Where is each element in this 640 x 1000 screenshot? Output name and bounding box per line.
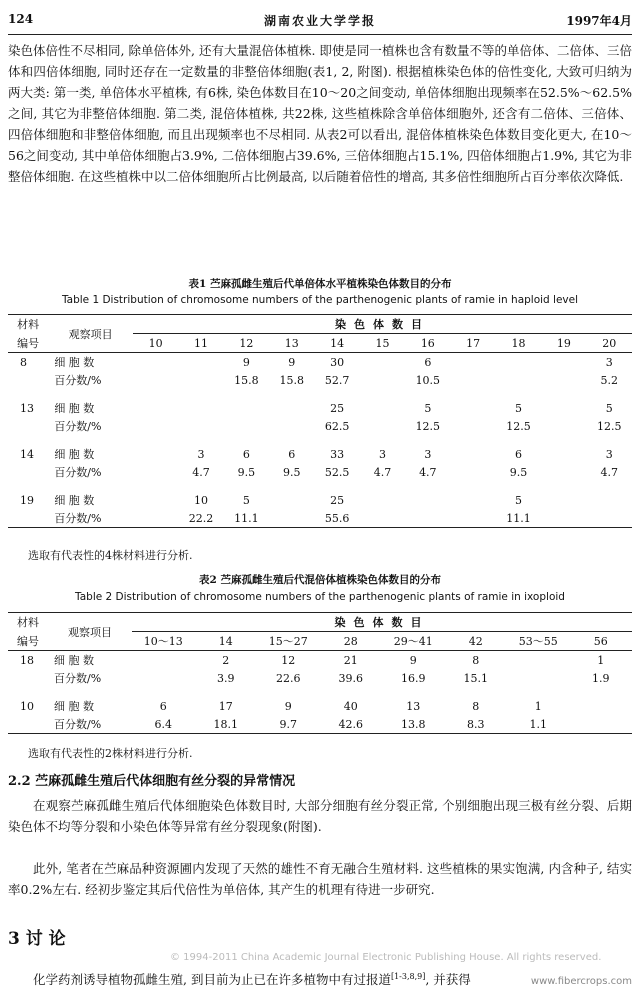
table-cell [496, 371, 541, 389]
table-cell: 6 [424, 355, 432, 369]
table-cell [133, 491, 178, 509]
table2-column-header: 15～27 [257, 632, 320, 651]
table1-note: 选取有代表性的4株材料进行分析. [28, 549, 193, 562]
table1-column-header: 12 [224, 334, 269, 353]
running-header [8, 10, 632, 32]
table-cell [570, 697, 633, 715]
table-cell [269, 509, 314, 528]
table-cell: 16.9 [401, 671, 426, 685]
table-cell [133, 399, 178, 417]
table-row-gap [8, 389, 632, 399]
table-cell: 6 [288, 447, 296, 461]
row-label: 百分数/% [48, 715, 132, 734]
table-cell [541, 463, 586, 481]
table-cell [269, 417, 314, 435]
table1 [8, 314, 632, 528]
table-cell [496, 353, 541, 372]
table-cell: 1.9 [592, 671, 610, 685]
table1-column-header: 10 [133, 334, 178, 353]
table-cell [360, 371, 405, 389]
table2-note: 选取有代表性的2株材料进行分析. [28, 747, 193, 760]
table-row-gap [8, 481, 632, 491]
table2-column-header: 56 [570, 632, 633, 651]
table-row [8, 491, 632, 509]
material-id: 10 [20, 699, 34, 713]
material-id [8, 509, 48, 528]
table-cell: 12.5 [597, 419, 622, 433]
table-cell: 12.5 [506, 419, 531, 433]
table-cell: 13.8 [382, 715, 445, 734]
table1-column-header: 18 [496, 334, 541, 353]
table-cell [541, 371, 586, 389]
table-cell [451, 353, 496, 372]
table-cell: 3 [378, 447, 386, 461]
table-cell [451, 371, 496, 389]
table-cell [451, 509, 496, 528]
table-cell: 5 [515, 493, 523, 507]
material-id [8, 463, 48, 481]
table-cell [360, 399, 405, 417]
row-label: 百分数/% [48, 509, 133, 528]
table-cell: 21 [343, 653, 358, 667]
table-cell: 52.7 [324, 373, 350, 387]
table-cell [133, 417, 178, 435]
table-cell: 12 [281, 653, 296, 667]
table1-column-header: 16 [405, 334, 450, 353]
table-row [8, 715, 632, 734]
table-row [8, 509, 632, 528]
table-cell: 1 [597, 653, 605, 667]
material-id: 18 [20, 653, 34, 667]
material-id [8, 371, 48, 389]
table-cell: 6 [159, 699, 167, 713]
table-cell: 9 [284, 699, 292, 713]
table-row [8, 353, 632, 372]
table-row [8, 669, 632, 687]
table-cell: 8.3 [445, 715, 508, 734]
table-cell [451, 399, 496, 417]
table-cell: 40 [343, 699, 358, 713]
table2-column-header: 14 [195, 632, 258, 651]
table-cell [360, 353, 405, 372]
table-cell: 9.5 [509, 465, 528, 479]
copyright-watermark: © 1994-2011 China Academic Journal Electronic Publishing House. All rights reserved. [170, 952, 602, 963]
table-cell: 3 [424, 447, 432, 461]
paragraph-mitosis: 在观察苎麻孤雌生殖后代体细胞染色体数目时, 大部分细胞有丝分裂正常, 个别细胞出现三极有丝分裂、后期染色体不均等分裂和小染色体等异常有丝分裂现象(附图). [8, 798, 632, 834]
table-cell [269, 399, 314, 417]
table-cell: 12.5 [415, 419, 441, 433]
table-cell: 25 [330, 401, 345, 415]
table-cell [451, 445, 496, 463]
header-rule [8, 34, 632, 35]
table-cell: 3 [605, 355, 613, 369]
table-cell: 15.8 [234, 373, 259, 387]
table-row [8, 697, 632, 715]
table-cell [133, 463, 178, 481]
table2 [8, 612, 632, 734]
table2-column-header: 42 [445, 632, 508, 651]
table1-column-header: 14 [314, 334, 359, 353]
discussion-text: 化学药剂诱导植物孤雌生殖, 到目前为止已在许多植物中有过报道 [33, 972, 391, 988]
table-cell [405, 509, 450, 528]
table-cell: 18.1 [195, 715, 258, 734]
table-cell [133, 509, 178, 528]
table-cell: 4.7 [373, 465, 392, 479]
table-cell [451, 417, 496, 435]
table-cell: 5 [515, 401, 523, 415]
table-cell [541, 399, 586, 417]
table-cell: 9.5 [237, 465, 256, 479]
table-cell: 1 [534, 699, 542, 713]
table1-column-header: 11 [178, 334, 223, 353]
table-cell [541, 509, 586, 528]
material-id [8, 669, 48, 687]
table-cell: 10.5 [415, 373, 441, 387]
table-cell: 42.6 [320, 715, 383, 734]
table-cell [224, 417, 269, 435]
table-cell [178, 371, 223, 389]
table-cell: 9.7 [257, 715, 320, 734]
table1-column-header: 15 [360, 334, 405, 353]
section-heading-2-2: 2.2 苎麻孤雌生殖后代体细胞有丝分裂的异常情况 [8, 774, 296, 789]
table2-column-header: 28 [320, 632, 383, 651]
paragraph-results-1: 染色体倍性不尽相同, 除单倍体外, 还有大量混倍体植株. 即使是同一植株也含有数量不等的单倍体、二倍体、三倍体和四倍体细胞, 同时还存在一定数量的非整倍体细胞(表1, 2, 附图). 根据植株染色体的倍性变化, 大致可归纳为两大类: 第一类, 单倍体水平植株, 有6株, 染色体数目在10～20之间变动, 单倍体细胞出现频率在52.5%～62.5%之间, 其它为非整倍体细胞. 第二类, 混倍体植株, 共22株, 这些植株除含单倍体细胞外, 还含有二倍体、三倍体、四倍体细胞和非整倍体细胞, 而且出现频率也不尽相同. 从表2可以看出, 混倍体植株染色体数目变化更大, 在10～56之间变动, 其中单倍体细胞占3.9%, 二倍体细胞占39.6%, 三倍体细胞占15.1%, 四倍体细胞占1.9%, 其它为非整倍体细胞. 在这些植株中以二倍体细胞所占比例最高, 以后随着倍性的增高, 其多倍性细胞所占百分率依次降低. [8, 43, 632, 184]
table-cell: 2 [222, 653, 230, 667]
table-cell [451, 463, 496, 481]
issue-date: 1997年4月 [566, 14, 632, 28]
table-cell: 52.5 [324, 465, 350, 479]
table-cell: 8 [472, 699, 480, 713]
table-cell: 22.2 [178, 509, 223, 528]
table-row-gap [8, 687, 632, 697]
table1-caption-en: Table 1 Distribution of chromosome numbers of the parthenogenic plants of ramie in haploid level [61, 294, 579, 306]
row-label: 百分数/% [54, 374, 102, 387]
table-cell [541, 445, 586, 463]
table1-column-header: 19 [541, 334, 586, 353]
table-cell [541, 417, 586, 435]
table-cell [360, 509, 405, 528]
table-row [8, 445, 632, 463]
table1-head-material: 材料 [8, 315, 48, 334]
discussion-tail: , 并获得 [425, 972, 471, 988]
material-id: 8 [20, 355, 27, 369]
table1-head-item: 观察项目 [48, 315, 133, 353]
table-cell [570, 715, 633, 734]
table2-head-material: 材料 [8, 613, 48, 632]
table-cell: 62.5 [324, 419, 350, 433]
table-cell: 9.5 [282, 465, 301, 479]
row-label: 细 胞 数 [54, 700, 94, 713]
table2-caption-en: Table 2 Distribution of chromosome numbers of the parthenogenic plants of ramie in ixoploid [75, 591, 565, 603]
table-cell [541, 353, 586, 372]
table-row [8, 399, 632, 417]
material-id: 13 [20, 401, 34, 415]
table-cell: 3.9 [217, 671, 235, 685]
material-id [8, 417, 48, 435]
row-label: 百分数/% [54, 672, 102, 685]
table2-caption-cn: 表2 苎麻孤雌生殖后代混倍体植株染色体数目的分布 [199, 574, 441, 586]
table-cell [587, 509, 632, 528]
table-cell [360, 491, 405, 509]
table-cell: 13 [406, 699, 421, 713]
row-label: 百分数/% [54, 420, 102, 433]
table-cell [541, 491, 586, 509]
row-label: 细 胞 数 [54, 402, 95, 415]
table-cell: 4.7 [419, 465, 437, 479]
table-cell [178, 353, 223, 372]
table-cell [133, 371, 178, 389]
table-cell [269, 491, 314, 509]
section-heading-discussion: 3 讨 论 [8, 929, 66, 949]
table-cell: 5 [242, 493, 250, 507]
table-cell: 5.2 [600, 373, 619, 387]
material-id: 14 [20, 447, 34, 461]
table-cell [178, 417, 223, 435]
table-cell: 1.1 [507, 715, 570, 734]
site-watermark: www.fibercrops.com [530, 976, 632, 987]
table-cell [133, 445, 178, 463]
table-cell [224, 399, 269, 417]
table-cell: 25 [330, 493, 345, 507]
table-row-gap [8, 435, 632, 445]
table-cell: 11.1 [224, 509, 269, 528]
table-cell: 10 [194, 493, 209, 507]
table-cell: 30 [330, 355, 345, 369]
page-number: 124 [8, 12, 34, 26]
table-cell: 15.1 [463, 671, 488, 685]
table-cell [132, 669, 195, 687]
table-cell: 5 [605, 401, 613, 415]
table1-head-id: 编号 [8, 334, 48, 353]
table-cell [178, 399, 223, 417]
table2-head-item: 观察项目 [48, 613, 132, 651]
row-label: 百分数/% [54, 466, 102, 479]
table-cell: 4.7 [600, 465, 619, 479]
table-cell: 17 [218, 699, 233, 713]
material-id [8, 715, 48, 734]
table-cell [133, 353, 178, 372]
material-id: 19 [20, 493, 34, 507]
table-cell: 9 [242, 355, 250, 369]
table-cell [405, 491, 450, 509]
table-cell [507, 669, 570, 687]
table-cell: 33 [330, 447, 345, 461]
table-cell: 5 [424, 401, 432, 415]
table-cell: 8 [472, 653, 480, 667]
table-cell: 22.6 [276, 671, 301, 685]
table1-column-header: 17 [451, 334, 496, 353]
table-cell: 9 [288, 355, 296, 369]
table1-caption-cn: 表1 苎麻孤雌生殖后代单倍体水平植株染色体数目的分布 [188, 278, 452, 290]
table1-column-header: 13 [269, 334, 314, 353]
paragraph-apomixis: 此外, 笔者在苎麻品种资源圃内发现了天然的雄性不育无融合生殖材料. 这些植株的果实饱满, 内含种子, 结实率0.2%左右. 经初步鉴定其后代倍性为单倍体, 其产生的机理有待进一步研究. [8, 861, 632, 897]
table-cell: 11.1 [496, 509, 541, 528]
table-cell: 4.7 [192, 465, 210, 479]
table-cell: 55.6 [314, 509, 359, 528]
table-cell [132, 651, 195, 670]
table2-head-span: 染色体数目 [132, 613, 632, 632]
table2-column-header: 10～13 [132, 632, 195, 651]
table-cell [451, 491, 496, 509]
row-label: 细 胞 数 [54, 654, 94, 667]
table2-column-header: 29～41 [382, 632, 445, 651]
table-cell: 6.4 [132, 715, 195, 734]
table-row [8, 463, 632, 481]
table-cell [360, 417, 405, 435]
table2-head-id: 编号 [8, 632, 48, 651]
table-cell: 3 [605, 447, 613, 461]
table-cell: 6 [515, 447, 523, 461]
table-cell: 9 [409, 653, 417, 667]
table-cell: 3 [197, 447, 205, 461]
table-row [8, 417, 632, 435]
row-label: 细 胞 数 [54, 448, 95, 461]
row-label: 细 胞 数 [54, 356, 95, 369]
table-row [8, 371, 632, 389]
table-cell: 6 [242, 447, 250, 461]
table1-head-span: 染色体数目 [133, 315, 632, 334]
table-cell: 15.8 [279, 373, 304, 387]
table2-column-header: 53～55 [507, 632, 570, 651]
table-cell: 39.6 [338, 671, 363, 685]
table-row [8, 651, 632, 670]
journal-title: 湖南农业大学学报 [263, 14, 376, 28]
table-cell [507, 651, 570, 670]
citation-ref: [1-3,8,9] [390, 972, 426, 981]
table1-column-header: 20 [587, 334, 632, 353]
row-label: 细 胞 数 [54, 494, 95, 507]
table-cell [587, 491, 632, 509]
